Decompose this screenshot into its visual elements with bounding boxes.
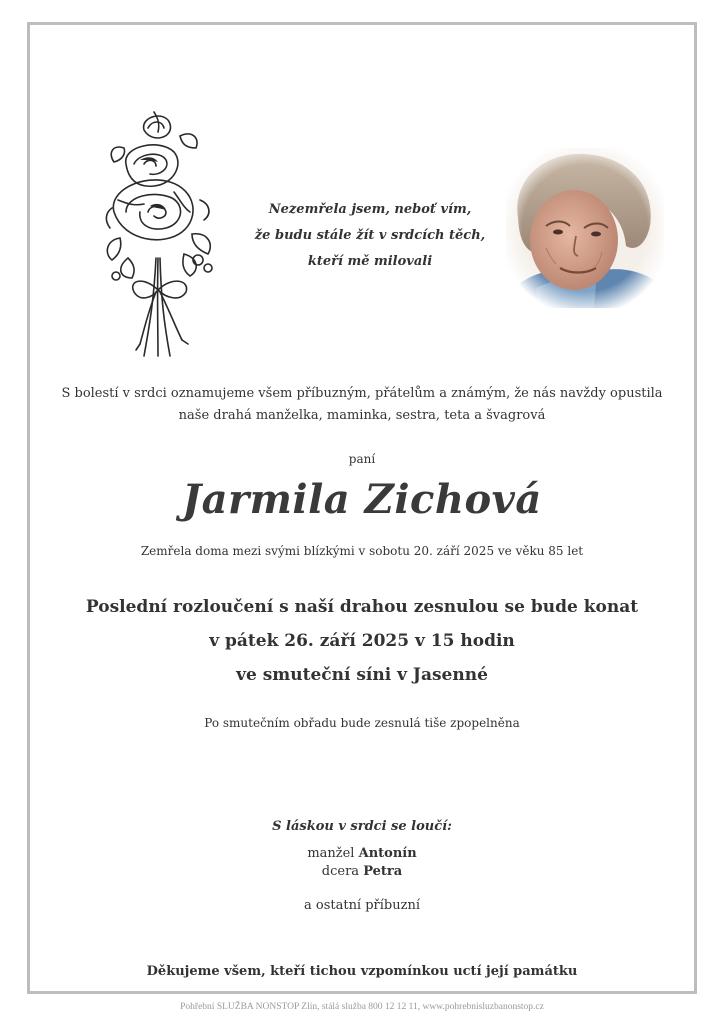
- quote-line-3: kteří mě milovali: [307, 254, 433, 269]
- memorial-quote: [245, 197, 495, 275]
- funeral-line-3: ve smuteční síni v Jasenné: [236, 665, 488, 685]
- death-notice: Zemřela doma mezi svými blízkými v sobotu 20. září 2025 ve věku 85 let: [140, 544, 584, 558]
- rose-bouquet-icon: [104, 108, 216, 360]
- mourner-relation: dcera: [321, 864, 360, 879]
- funeral-line-2: v pátek 26. září 2025 v 15 hodin: [209, 631, 515, 651]
- deceased-name: Jarmila Zichová: [182, 476, 542, 523]
- farewell-heading: S láskou v srdci se loučí:: [272, 819, 452, 834]
- announcement-line-1: S bolestí v srdci oznamujeme všem příbuzným, přátelům a známým, že nás navždy opustila: [61, 386, 663, 401]
- funeral-line-1: Poslední rozloučení s naší drahou zesnulou se bude konat: [85, 597, 639, 617]
- mourner-relation: manžel: [307, 846, 355, 861]
- mourner-name: Petra: [363, 864, 403, 879]
- quote-line-1: Nezemřela jsem, neboť vím,: [268, 202, 472, 217]
- other-relatives: a ostatní příbuzní: [303, 898, 420, 913]
- mourner-name: Antonín: [358, 846, 417, 861]
- mourners-list: [0, 845, 724, 881]
- mourner-row: [0, 845, 724, 863]
- footer-credit: Pohřební SLUŽBA NONSTOP Zlín, stálá služba 800 12 12 11, www.pohrebnisluzbanonstop.cz: [180, 1002, 544, 1012]
- mourner-row: [0, 863, 724, 881]
- thanks-line: Děkujeme všem, kteří tichou vzpomínkou uctí její památku: [146, 964, 578, 979]
- funeral-details: [0, 590, 724, 692]
- salutation: paní: [348, 452, 376, 466]
- announcement-line-2: naše drahá manželka, maminka, sestra, teta a švagrová: [178, 408, 546, 423]
- announcement: [40, 383, 684, 427]
- cremation-note: Po smutečním obřadu bude zesnulá tiše zpopelněna: [204, 716, 520, 730]
- portrait-photo: [506, 148, 664, 308]
- quote-line-2: že budu stále žít v srdcích těch,: [254, 228, 486, 243]
